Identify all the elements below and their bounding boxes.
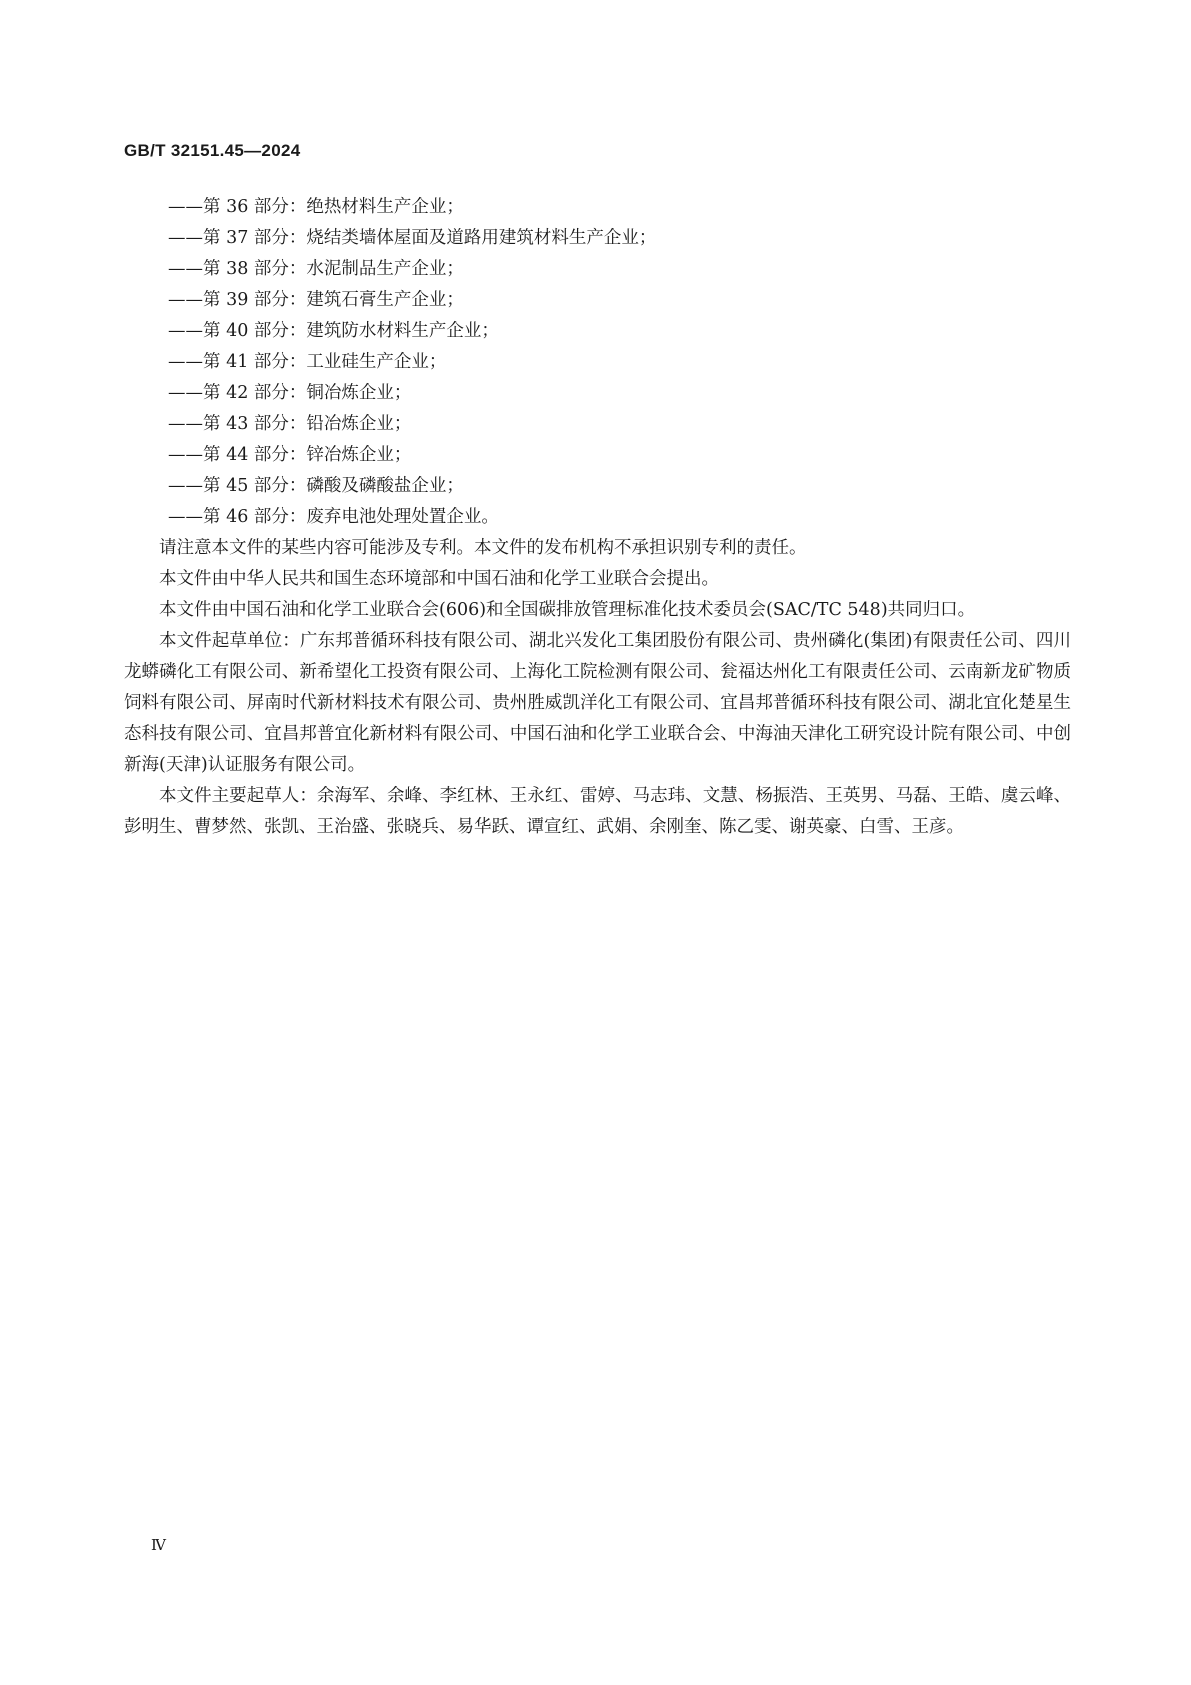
centralized-by-paragraph: 本文件由中国石油和化学工业联合会(606)和全国碳排放管理标准化技术委员会(SAC/TC 548)共同归口。 — [159, 600, 976, 620]
parts-list — [124, 192, 1071, 533]
page-number: Ⅳ — [151, 1536, 166, 1554]
list-item: ——第 43 部分：铅冶炼企业； — [168, 414, 412, 434]
list-item: ——第 45 部分：磷酸及磷酸盐企业； — [168, 476, 464, 496]
list-item: ——第 40 部分：建筑防水材料生产企业； — [168, 321, 499, 341]
standard-code: GB/T 32151.45—2024 — [124, 141, 301, 160]
list-item: ——第 44 部分：锌冶炼企业； — [168, 445, 412, 465]
list-item: ——第 38 部分：水泥制品生产企业； — [168, 259, 464, 279]
list-item: ——第 36 部分：绝热材料生产企业； — [168, 197, 464, 217]
list-item: ——第 42 部分：铜冶炼企业； — [168, 383, 412, 403]
patent-notice-paragraph: 请注意本文件的某些内容可能涉及专利。本文件的发布机构不承担识别专利的责任。 — [159, 538, 807, 558]
list-item: ——第 39 部分：建筑石膏生产企业； — [168, 290, 464, 310]
list-item: ——第 41 部分：工业硅生产企业； — [168, 352, 447, 372]
list-item: ——第 37 部分：烧结类墙体屋面及道路用建筑材料生产企业； — [168, 228, 657, 248]
drafters-paragraph: 本文件主要起草人：余海军、余峰、李红林、王永红、雷婷、马志玮、文慧、杨振浩、王英男、马磊、王皓、虞云峰、彭明生、曹梦然、张凯、王治盛、张晓兵、易华跃、谭宣红、武娟、余刚奎、陈乙雯、谢英豪、白雪、王彦。 — [124, 786, 1071, 837]
proposed-by-paragraph: 本文件由中华人民共和国生态环境部和中国石油和化学工业联合会提出。 — [159, 569, 719, 589]
drafting-units-paragraph: 本文件起草单位：广东邦普循环科技有限公司、湖北兴发化工集团股份有限公司、贵州磷化(集团)有限责任公司、四川龙蟒磷化工有限公司、新希望化工投资有限公司、上海化工院检测有限公司、瓮福达州化工有限责任公司、云南新龙矿物质饲料有限公司、屏南时代新材料技术有限公司、贵州胜威凯洋化工有限公司、宜昌邦普循环科技有限公司、湖北宜化楚星生态科技有限公司、宜昌邦普宜化新材料有限公司、中国石油和化学工业联合会、中海油天津化工研究设计院有限公司、中创新海(天津)认证服务有限公司。 — [124, 631, 1071, 775]
list-item: ——第 46 部分：废弃电池处理处置企业。 — [168, 507, 499, 527]
document-body — [124, 192, 1071, 843]
